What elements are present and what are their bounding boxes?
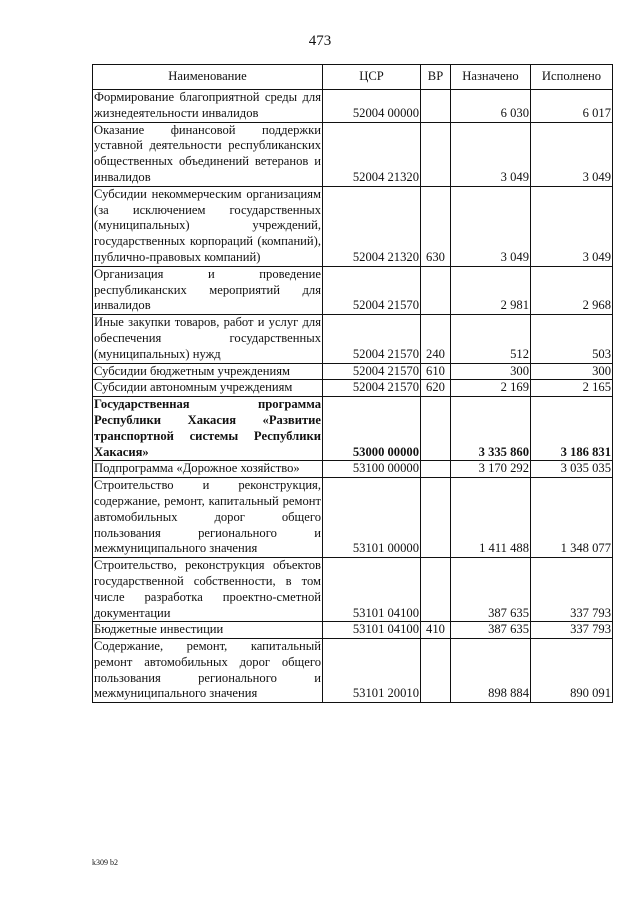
row-assigned: 2 981 [451,266,531,314]
row-name: Формирование благоприятной среды для жизнедеятельности инвалидов [93,90,323,123]
row-vr [421,266,451,314]
row-csr: 53101 00000 [323,478,421,558]
row-executed: 3 049 [531,186,613,266]
row-name: Содержание, ремонт, капитальный ремонт автомобильных дорог общего пользования регионального и межмуниципального значения [93,639,323,703]
row-assigned: 6 030 [451,90,531,123]
table-row [93,122,613,186]
row-name: Подпрограмма «Дорожное хозяйство» [93,461,323,478]
row-csr: 53101 20010 [323,639,421,703]
row-name: Оказание финансовой поддержки уставной деятельности республиканских общественных объединений ветеранов и инвалидов [93,122,323,186]
row-assigned: 3 049 [451,122,531,186]
footer-mark: k309 b2 [92,858,118,867]
table-header-row [93,65,613,90]
table-row [93,363,613,380]
row-assigned: 3 170 292 [451,461,531,478]
header-name: Наименование [93,65,323,90]
row-vr [421,639,451,703]
header-executed: Исполнено [531,65,613,90]
row-executed: 503 [531,315,613,363]
row-assigned: 898 884 [451,639,531,703]
row-csr: 52004 21570 [323,363,421,380]
row-executed: 6 017 [531,90,613,123]
row-name: Субсидии некоммерческим организациям (за исключением государственных (муниципальных) учреждений, государственных корпораций (компаний), публично-правовых компаний) [93,186,323,266]
table-row [93,461,613,478]
budget-table [92,64,613,703]
row-executed: 890 091 [531,639,613,703]
row-name: Организация и проведение республиканских мероприятий для инвалидов [93,266,323,314]
row-executed: 1 348 077 [531,478,613,558]
header-vr: ВР [421,65,451,90]
row-vr: 410 [421,622,451,639]
row-assigned: 1 411 488 [451,478,531,558]
row-name: Строительство и реконструкция, содержание, ремонт, капитальный ремонт автомобильных дорог общего пользования регионального и межмуниципального значения [93,478,323,558]
table-row [93,622,613,639]
row-vr [421,558,451,622]
row-vr [421,397,451,461]
page-number: 473 [308,33,332,49]
row-assigned: 387 635 [451,558,531,622]
row-executed: 300 [531,363,613,380]
row-assigned: 300 [451,363,531,380]
header-csr: ЦСР [323,65,421,90]
row-assigned: 512 [451,315,531,363]
row-vr: 610 [421,363,451,380]
row-executed: 3 049 [531,122,613,186]
table-body [93,90,613,703]
row-vr: 620 [421,380,451,397]
table-row [93,186,613,266]
table-row [93,380,613,397]
row-executed: 337 793 [531,622,613,639]
row-vr [421,90,451,123]
row-assigned: 3 335 860 [451,397,531,461]
row-assigned: 387 635 [451,622,531,639]
table-row [93,558,613,622]
row-executed: 2 968 [531,266,613,314]
row-csr: 53101 04100 [323,558,421,622]
row-csr: 53100 00000 [323,461,421,478]
header-assigned: Назначено [451,65,531,90]
table-row [93,266,613,314]
row-name: Государственная программа Республики Хакасия «Развитие транспортной системы Республики Хакасия» [93,397,323,461]
row-vr [421,478,451,558]
row-executed: 2 165 [531,380,613,397]
table-row [93,639,613,703]
row-executed: 337 793 [531,558,613,622]
row-vr: 630 [421,186,451,266]
row-name: Иные закупки товаров, работ и услуг для обеспечения государственных (муниципальных) нужд [93,315,323,363]
row-csr: 52004 21320 [323,186,421,266]
row-executed: 3 035 035 [531,461,613,478]
table-row [93,478,613,558]
row-name: Бюджетные инвестиции [93,622,323,639]
row-name: Субсидии автономным учреждениям [93,380,323,397]
row-assigned: 3 049 [451,186,531,266]
row-executed: 3 186 831 [531,397,613,461]
table-row [93,315,613,363]
row-vr [421,122,451,186]
row-name: Субсидии бюджетным учреждениям [93,363,323,380]
row-name: Строительство, реконструкция объектов государственной собственности, в том числе разработка проектно-сметной документации [93,558,323,622]
row-csr: 52004 21320 [323,122,421,186]
row-csr: 53000 00000 [323,397,421,461]
row-csr: 53101 04100 [323,622,421,639]
row-vr: 240 [421,315,451,363]
row-csr: 52004 21570 [323,266,421,314]
row-vr [421,461,451,478]
table-row [93,397,613,461]
table-row [93,90,613,123]
row-assigned: 2 169 [451,380,531,397]
row-csr: 52004 21570 [323,380,421,397]
row-csr: 52004 00000 [323,90,421,123]
row-csr: 52004 21570 [323,315,421,363]
